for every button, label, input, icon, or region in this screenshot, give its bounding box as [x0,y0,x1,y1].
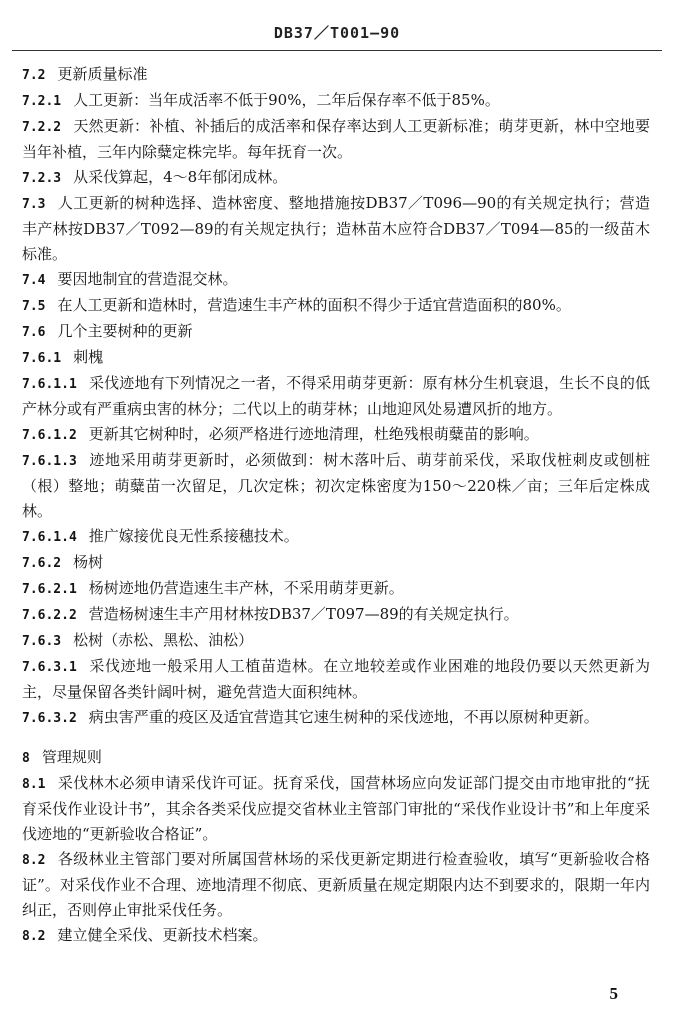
clause-number: 7.6.1.3 [22,454,77,469]
clause-text: 建立健全采伐、更新技术档案。 [57,926,268,944]
clause-number: 7.3 [22,197,46,212]
clause-7-6-3 [22,628,650,654]
clause-number: 7.6 [22,325,46,340]
clause-7-6-2 [22,550,650,576]
clause-7-5 [22,293,650,319]
clause-text: 刺槐 [73,348,104,366]
clause-text: 迹地采用萌芽更新时，必须做到：树木落叶后、萌芽前采伐，采取伐桩刺皮或刨桩（根）整地；萌糵苗一次留足，几次定株；初次定株密度为150～220株／亩；三年后定株成林。 [22,451,650,520]
clause-7-6 [22,319,650,345]
clause-number: 7.6.3 [22,634,62,649]
clause-7-2-2 [22,114,650,165]
clause-text: 采伐林木必须申请采伐许可证。抚育采伐，国营林场应向发证部门提交由市地审批的“抚育采伐作业设计书”，其余各类采伐应提交省林业主管部门审批的“采伐作业设计书”和上年度采伐迹地的“更新验收合格证”。 [22,774,650,843]
clause-text: 采伐迹地一般采用人工植苗造林。在立地较差或作业困难的地段仍要以天然更新为主，尽量保留各类针阔叶树，避免营造大面积纯林。 [22,657,650,701]
clause-7-6-2-1 [22,576,650,602]
clause-7-6-1-3 [22,448,650,524]
clause-text: 更新质量标准 [57,65,148,83]
clause-text: 管理规则 [41,748,102,766]
clause-8-1 [22,771,650,847]
clause-number: 8.2 [22,929,46,944]
clause-number: 8.2 [22,853,46,868]
standard-code-header: DB37／T001—90 [273,24,401,42]
clause-text: 天然更新：补植、补插后的成活率和保存率达到人工更新标准；萌芽更新，林中空地要当年补植，三年内除糵定株完毕。每年抚育一次。 [22,117,650,161]
page-number: 5 [609,984,618,1003]
clause-number: 7.2.3 [22,171,62,186]
clause-text: 松树（赤松、黑松、油松） [73,631,254,649]
clause-7-2 [22,62,650,88]
clause-7-6-1-2 [22,422,650,448]
clause-number: 8 [22,751,30,766]
clause-7-6-1 [22,345,650,371]
clause-text: 各级林业主管部门要对所属国营林场的采伐更新定期进行检查验收，填写“更新验收合格证”。对采伐作业不合理、迹地清理不彻底、更新质量在规定期限内达不到要求的，限期一年内纠正，否则停止审批采伐任务。 [22,850,650,919]
section-gap [22,731,650,745]
clause-number: 7.6.2.2 [22,608,77,623]
clause-text: 推广嫁接优良无性系接穗技术。 [88,527,299,545]
clause-number: 8.1 [22,777,46,792]
clause-8-2-archives [22,923,650,949]
clause-number: 7.4 [22,273,46,288]
document-body [22,62,650,949]
clause-7-2-1 [22,88,650,114]
clause-number: 7.5 [22,299,46,314]
clause-7-6-2-2 [22,602,650,628]
section-8-heading [22,745,650,771]
clause-number: 7.6.1.1 [22,377,77,392]
clause-text: 人工更新的树种选择、造林密度、整地措施按DB37／T096—90的有关规定执行；营造丰产林按DB37／T092—89的有关规定执行；造林苗木应符合DB37／T094—85的一级苗木标准。 [22,194,650,263]
clause-number: 7.6.1.4 [22,530,77,545]
clause-7-6-3-1 [22,654,650,705]
clause-text: 在人工更新和造林时，营造速生丰产林的面积不得少于适宜营造面积的80%。 [57,296,571,314]
clause-text: 杨树 [73,553,104,571]
clause-text: 从采伐算起，4～8年郁闭成林。 [73,168,288,186]
clause-number: 7.6.3.1 [22,660,77,675]
clause-text: 人工更新：当年成活率不低于90%，二年后保存率不低于85%。 [73,91,500,109]
clause-text: 要因地制宜的营造混交林。 [57,270,238,288]
header-rule [12,50,662,51]
clause-text: 采伐迹地有下列情况之一者，不得采用萌芽更新：原有林分生机衰退，生长不良的低产林分或有严重病虫害的林分；二代以上的萌芽林；山地迎风处易遭风折的地方。 [22,374,650,418]
clause-number: 7.2 [22,68,46,83]
clause-text: 营造杨树速生丰产用材林按DB37／T097—89的有关规定执行。 [88,605,519,623]
clause-7-6-1-1 [22,371,650,422]
clause-text: 杨树迹地仍营造速生丰产林，不采用萌芽更新。 [88,579,404,597]
clause-number: 7.6.3.2 [22,711,77,726]
clause-7-2-3 [22,165,650,191]
clause-number: 7.6.1.2 [22,428,77,443]
clause-number: 7.2.1 [22,94,62,109]
clause-8-2 [22,847,650,923]
clause-text: 病虫害严重的疫区及适宜营造其它速生树种的采伐迹地，不再以原树种更新。 [88,708,599,726]
clause-7-6-1-4 [22,524,650,550]
clause-7-6-3-2 [22,705,650,731]
clause-text: 更新其它树种时，必须严格进行迹地清理，杜绝残根萌糵苗的影响。 [88,425,539,443]
clause-number: 7.6.2.1 [22,582,77,597]
clause-7-4 [22,267,650,293]
clause-number: 7.6.1 [22,351,62,366]
clause-text: 几个主要树种的更新 [57,322,193,340]
clause-number: 7.6.2 [22,556,62,571]
clause-number: 7.2.2 [22,120,62,135]
clause-7-3 [22,191,650,267]
